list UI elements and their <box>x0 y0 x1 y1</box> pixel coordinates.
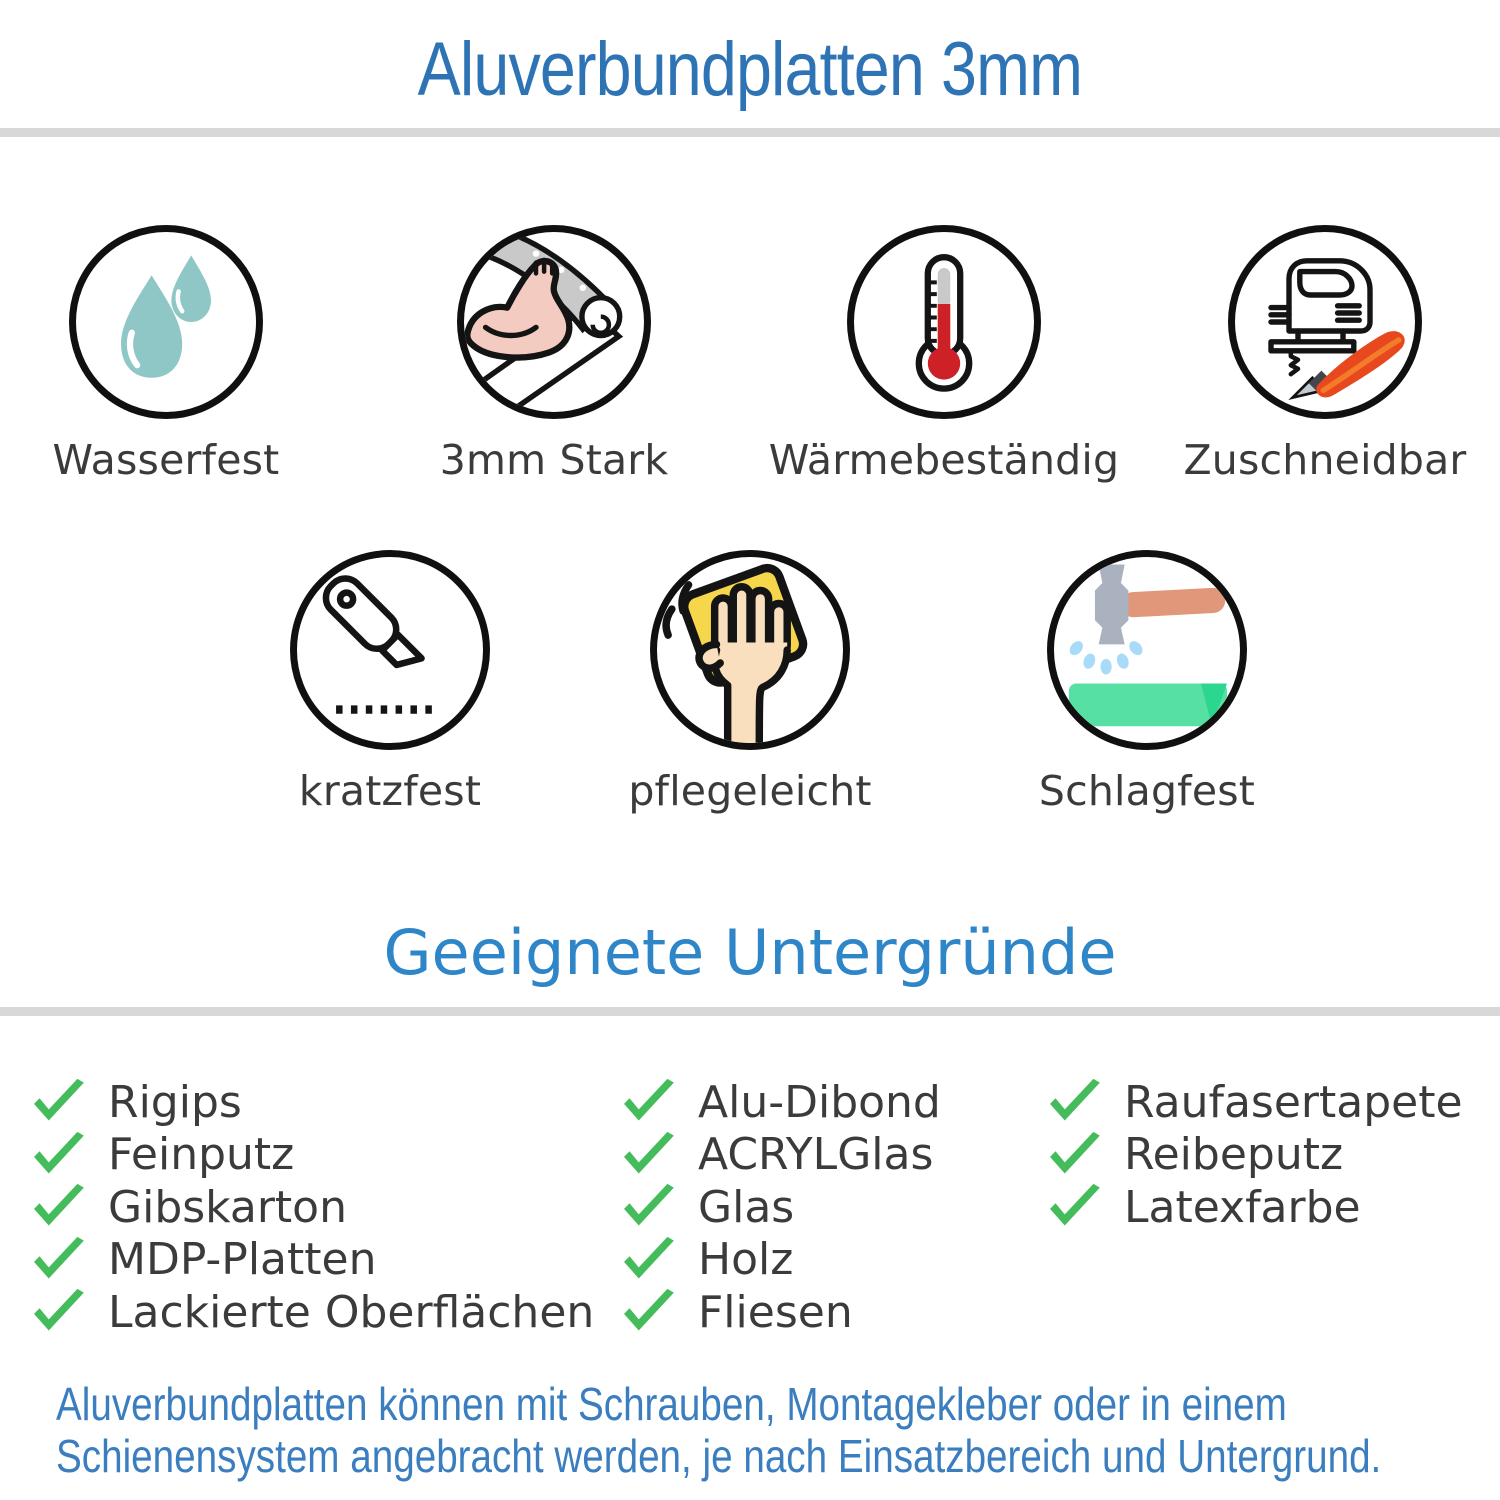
substrate-label: Rigips <box>108 1076 242 1128</box>
check-icon <box>1046 1078 1102 1126</box>
substrate-column-1 <box>30 1076 594 1339</box>
check-icon <box>30 1078 86 1126</box>
section-title: Geeignete Untergründe <box>383 916 1117 989</box>
substrate-label: Holz <box>698 1234 794 1286</box>
footer-line-2: Schienensystem angebracht werden, je nach Einsatzbereich und Untergrund. <box>56 1430 1382 1482</box>
cleaning-hand-icon <box>650 550 850 750</box>
substrate-label: Alu-Dibond <box>698 1076 941 1128</box>
substrate-label: Gibskarton <box>108 1181 347 1233</box>
feature-label: Schlagfest <box>1038 767 1256 815</box>
divider-bottom <box>0 1007 1500 1016</box>
check-icon <box>1046 1183 1102 1231</box>
substrate-item <box>30 1181 594 1234</box>
check-icon <box>620 1236 676 1284</box>
header <box>0 26 1500 113</box>
thermometer-icon <box>847 225 1041 419</box>
check-icon <box>620 1288 676 1336</box>
feature-wasserfest <box>0 225 346 484</box>
muscle-arm-icon <box>457 225 651 419</box>
substrate-item <box>620 1234 941 1287</box>
substrate-item <box>30 1286 594 1339</box>
check-icon <box>30 1183 86 1231</box>
check-icon <box>620 1183 676 1231</box>
substrate-item <box>620 1129 941 1182</box>
feature-pflegeleicht <box>570 550 930 815</box>
page-title: Aluverbundplatten 3mm <box>417 27 1083 112</box>
substrate-item <box>1046 1129 1463 1182</box>
substrate-item <box>1046 1076 1463 1129</box>
feature-label: Zuschneidbar <box>1183 436 1467 484</box>
substrate-item <box>620 1181 941 1234</box>
substrate-item <box>1046 1181 1463 1234</box>
feature-label: 3mm Stark <box>439 436 669 484</box>
section-header <box>0 916 1500 989</box>
feature-label: Wasserfest <box>52 436 280 484</box>
feature-kratzfest <box>210 550 570 815</box>
substrate-item <box>30 1129 594 1182</box>
check-icon <box>30 1131 86 1179</box>
feature-waermebestaendig <box>764 225 1124 484</box>
footer-line-1: Aluverbundplatten können mit Schrauben, Montagekleber oder in einem <box>56 1378 1287 1430</box>
cutter-knife-icon <box>290 550 490 750</box>
substrate-label: Raufasertapete <box>1124 1076 1463 1128</box>
divider-top <box>0 128 1500 137</box>
feature-label: Wärmebeständig <box>768 436 1120 484</box>
substrate-label: Reibeputz <box>1124 1129 1344 1181</box>
check-icon <box>620 1131 676 1179</box>
feature-label: kratzfest <box>298 767 482 815</box>
check-icon <box>30 1236 86 1284</box>
substrate-item <box>620 1076 941 1129</box>
substrate-label: Glas <box>698 1181 795 1233</box>
substrate-column-3 <box>1046 1076 1463 1234</box>
substrate-item <box>620 1286 941 1339</box>
substrate-label: Lackierte Oberflächen <box>108 1286 595 1338</box>
substrate-label: ACRYLGlas <box>698 1129 934 1181</box>
check-icon <box>30 1288 86 1336</box>
substrate-item <box>30 1234 594 1287</box>
feature-label: pflegeleicht <box>628 767 872 815</box>
water-drops-icon <box>69 225 263 419</box>
substrate-label: MDP-Platten <box>108 1234 377 1286</box>
check-icon <box>1046 1131 1102 1179</box>
feature-zuschneidbar <box>1145 225 1500 484</box>
feature-3mm-stark <box>374 225 734 484</box>
jigsaw-icon <box>1228 225 1422 419</box>
check-icon <box>620 1078 676 1126</box>
substrate-label: Feinputz <box>108 1129 295 1181</box>
substrate-item <box>30 1076 594 1129</box>
hammer-icon <box>1047 550 1247 750</box>
substrate-label: Fliesen <box>698 1286 853 1338</box>
substrate-label: Latexfarbe <box>1124 1181 1361 1233</box>
footer-note <box>56 1378 1381 1482</box>
substrate-column-2 <box>620 1076 941 1339</box>
feature-schlagfest <box>967 550 1327 815</box>
